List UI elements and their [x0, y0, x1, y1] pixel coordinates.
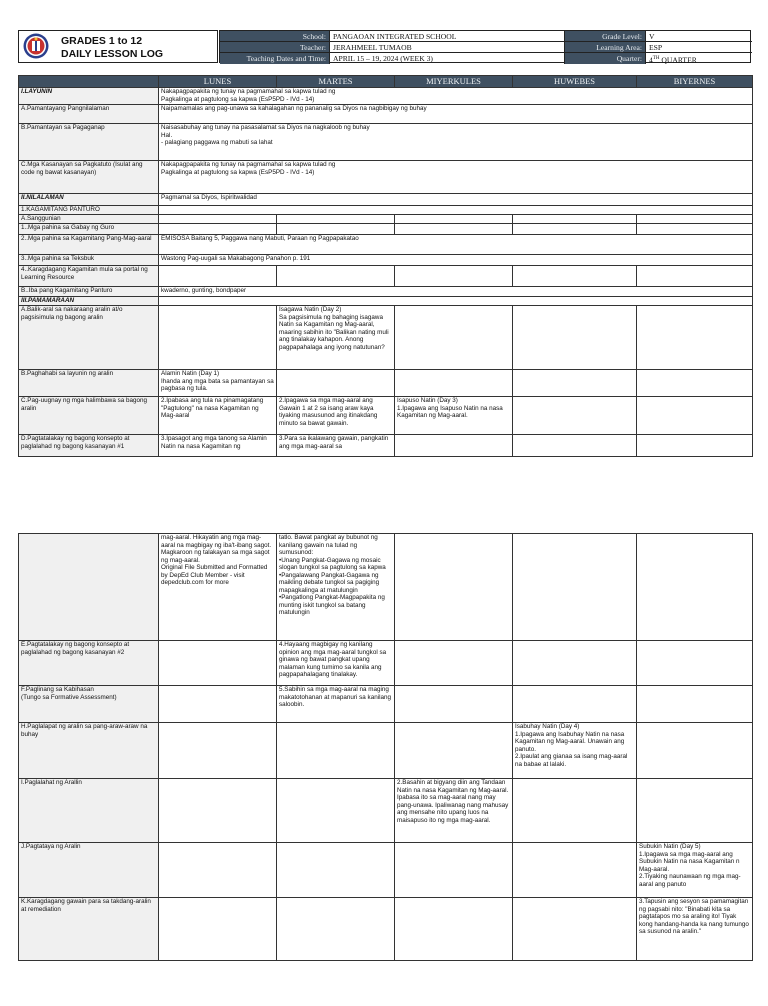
cell-lunes: 2.Ipabasa ang tula na pinamagatang "Pagtulong" na nasa Kagamitan ng Mag-aaral: [159, 397, 277, 435]
area-value: ESP: [649, 43, 663, 52]
day-miyerkules: MIYERKULES: [395, 76, 513, 88]
cell-martes: tatlo. Bawat pangkat ay bubunot ng kanilang gawain na tulad ng sumusunod: •Unang Pangkat-Gagawa ng mosaic slogan tungkol sa pagtulong sa kapwa •Pangalawang Pangkat-Gagawa ng maikling debate tungkol sa pagiging mapagkalinga at matulungin •Pangatlong Pangkat-Magpapakita ng munting iskit tungkol sa batang matulungin: [277, 534, 395, 641]
row-remediation: [19, 898, 753, 961]
row-label: 3..Mga pahina sa Teksbuk: [19, 255, 159, 266]
row-label: 2..Mga pahina sa Kagamitang Pang-Mag-aaral: [19, 235, 159, 255]
row-paglalahat: [19, 779, 753, 843]
row-label: A.Sanggunian: [19, 215, 159, 224]
school-value: PANGAOAN INTEGRATED SCHOOL: [333, 32, 457, 41]
cell-text: kwaderno, gunting, bondpaper: [159, 287, 753, 297]
grade-label: Grade Level:: [565, 31, 645, 42]
row-label: II.NILALAMAN: [21, 194, 64, 201]
row-iba-pa: [19, 287, 753, 297]
cell-lunes: 3.Ipasagot ang mga tanong sa Alamin Natin na nasa Kagamitan ng: [159, 435, 277, 457]
row-label: A.Pamantayang Pangnilalaman: [19, 105, 159, 124]
title-grades: GRADES 1 to 12: [61, 35, 143, 47]
cell-text: Naisasabuhay ang tunay na pasasalamat sa Diyos na nagkaloob ng buhay Hal. - palagiang paggawa ng mabuti sa lahat: [159, 124, 753, 161]
row-label: K.Karagdagang gawain para sa takdang-aralin at remediation: [19, 898, 159, 961]
cell-martes: Isagawa Natin (Day 2) Sa pagsisimula ng bahaging isagawa Natin sa Kagamitan ng Mag-aaral, maaring sabihin ito "Balikan nating muli ang tinalakay kahapon. Anong pagpapahalaga ang iyong natutunan?: [277, 306, 395, 370]
cell-text: Nakapagpapakita ng tunay na pagmamahal sa kapwa tulad ng Pagkalinga at pagtulong sa kapwa (EsP5PD - IVd - 14): [159, 88, 753, 105]
cell-martes: 3.Para sa ikalawang gawain, pangkatin ang mga mag-aaral sa: [277, 435, 395, 457]
header-info-grid: [219, 30, 751, 63]
cell-text: Nakapagpapakita ng tunay na pagmamahal sa kapwa tulad ng Pagkalinga at pagtulong sa kapwa (EsP5PD - IVd - 14): [159, 161, 753, 194]
row-pag-uugnay: [19, 397, 753, 435]
cell-text: EMISOSA Baitang 5, Paggawa nang Mabuti, Paraan ng Pagpapakatao: [159, 235, 753, 255]
row-label: J.Pagtataya ng Aralin: [19, 843, 159, 898]
row-pagganap: [19, 124, 753, 161]
cell-text: Wastong Pag-uugali sa Makabagong Panahon p. 191: [159, 255, 753, 266]
row-label: C.Pag-uugnay ng mga halimbawa sa bagong aralin: [19, 397, 159, 435]
row-kabihasan: [19, 686, 753, 723]
row-layunin: [19, 88, 753, 105]
row-label: E.Pagtatalakay ng bagong konsepto at paglalahad ng bagong kasanayan #2: [19, 641, 159, 686]
quarter-value: 4TH QUARTER: [649, 55, 697, 64]
row-pagtatalakay2: [19, 641, 753, 686]
row-pangnilalaman: [19, 105, 753, 124]
cell-miyerkules: Isapuso Natin (Day 3) 1.Ipagawa ang Isapuso Natin na nasa Kagamitan ng Mag-aaral.: [395, 397, 513, 435]
row-label: B.Pamantayan sa Pagaganap: [19, 124, 159, 161]
title-dll: DAILY LESSON LOG: [61, 48, 164, 60]
cell-lunes: Alamin Natin (Day 1) Ihanda ang mga bata sa pamantayan sa pagbasa ng tula.: [159, 370, 277, 397]
row-label: III.PAMAMARAAN: [21, 297, 75, 304]
row-portal: [19, 266, 753, 287]
row-label: A.Balik-aral sa nakaraang aralin at/o pagsisimula ng bagong aralin: [19, 306, 159, 370]
cell-lunes: mag-aaral. Hikayatin ang mga mag-aaral na magbigay ng iba't-ibang sagot. Magkaroon ng talakayan sa mga sagot ng mag-aaral. Original File Submitted and Formatted by DepEd Club Member - visit depedclub.com for more: [159, 534, 277, 641]
day-martes: MARTES: [277, 76, 395, 88]
day-biyernes: BIYERNES: [637, 76, 753, 88]
row-kasanayan: [19, 161, 753, 194]
deped-seal-icon: [23, 33, 49, 59]
row-label: 1.KAGAMITANG PANTURO: [19, 206, 159, 215]
row-kagamitan: [19, 206, 753, 215]
row-balik-aral: [19, 306, 753, 370]
row-sanggunian: [19, 215, 753, 224]
row-label: C.Mga Kasanayan sa Pagkatuto (Isulat ang code ng bawat kasanayan): [19, 161, 159, 194]
cell-martes: 5.Sabihin sa mga mag-aaral na maging makatotohanan at mapanuri sa kanilang saloobin.: [277, 686, 395, 723]
day-huwebes: HUWEBES: [513, 76, 637, 88]
row-teksbuk: [19, 255, 753, 266]
cell-text: Pagmamal sa Diyos, Ispiritwalidad: [159, 194, 753, 206]
row-label: I.Paglalahat ng Arallin: [19, 779, 159, 843]
dll-title-box: [18, 30, 218, 63]
row-label: B..Iba pang Kagamitang Panturo: [19, 287, 159, 297]
cell-martes: 4.Hayaang magbigay ng kanilang opinion ang mga mag-aaral tungkol sa ginawa ng bawat pangkat upang malaman kung tumimo sa kanila ang pagpapahalagang tinalakay.: [277, 641, 395, 686]
cell-text: Naipamamalas ang pag-unawa sa kahalagahan ng pananalig sa Diyos na nagbibigay ng buhay: [159, 105, 753, 124]
cell-biyernes: 3.Tapusin ang sesyon sa pamamagitan ng pagsabi nito: "Binabati kita sa pagtatapos mo sa araling ito! Tiyak kong handang-handa ka nang tumungo sa susunod na aralin.": [637, 898, 753, 961]
teacher-value: JERAHMEEL TUMAOB: [333, 43, 412, 52]
row-gabay: [19, 224, 753, 235]
row-nilalaman: [19, 194, 753, 206]
quarter-label: Quarter:: [565, 53, 645, 64]
grade-value: V: [649, 32, 655, 41]
row-pagtataya: [19, 843, 753, 898]
cell-biyernes: Subukin Natin (Day 5) 1.Ipagawa sa mga mag-aaral ang Subukin Natin na nasa Kagamitan n Mag-aaral. 2.Tiyaking naunawaan ng mga mag-aaral ang panuto: [637, 843, 753, 898]
row-pamamaraan: [19, 297, 753, 306]
row-label: H.Paglalapat ng aralin sa pang-araw-araw na buhay: [19, 723, 159, 779]
row-label: 4..Karagdagang Kagamitan mula sa portal ng Learning Resource: [19, 266, 159, 287]
row-label: D.Pagtatalakay ng bagong konsepto at paglalahad ng bagong kasanayan #1: [19, 435, 159, 457]
row-kagamitang-mag-aaral: [19, 235, 753, 255]
row-label: 1..Mga pahina sa Gabay ng Guro: [19, 224, 159, 235]
row-pagtatalakay1: [19, 435, 753, 457]
dates-value: APRIL 15 – 19, 2024 (WEEK 3): [333, 54, 433, 63]
dll-table-page2: [18, 533, 753, 961]
area-label: Learning Area:: [565, 42, 645, 53]
row-pagtatalakay1-cont: [19, 534, 753, 641]
cell-martes: 2.Ipagawa sa mga mag-aaral ang Gawain 1 at 2 sa isang araw kaya tiyaking masusunod ang itinakdang minuto sa bawat gawain.: [277, 397, 395, 435]
row-label: B.Paghahabi sa layunin ng aralin: [19, 370, 159, 397]
cell-huwebes: Isabuhay Natin (Day 4) 1.Ipagawa ang Isabuhay Natin na nasa Kagamitan ng Mag-aaral. Unawain ang panuto. 2.Ipaulat ang gianaa sa isang mag-aaral na babae at lalaki.: [513, 723, 637, 779]
row-label: F.Paglinang sa Kabihasan (Tungo sa Formative Assessment): [19, 686, 159, 723]
school-label: School:: [220, 31, 329, 42]
cell-miyerkules: 2.Basahin at bigyang diin ang Tandaan Natin na nasa Kagamitan ng Mag-aaral. Ipabasa ito sa mag-aaral nang may pang-unawa. Ipaliwanag nang mahusay ang mensahe nito upang luos na maisapuso ito ng mga mag-aaral.: [395, 779, 513, 843]
dll-table-page1: [18, 75, 753, 457]
row-paghahabi: [19, 370, 753, 397]
day-lunes: LUNES: [159, 76, 277, 88]
corner-cell: [19, 76, 159, 88]
row-label: I.LAYUNIN: [21, 88, 53, 95]
row-paglalapat: [19, 723, 753, 779]
dates-label: Teaching Dates and Time:: [220, 53, 329, 64]
teacher-label: Teacher:: [220, 42, 329, 53]
